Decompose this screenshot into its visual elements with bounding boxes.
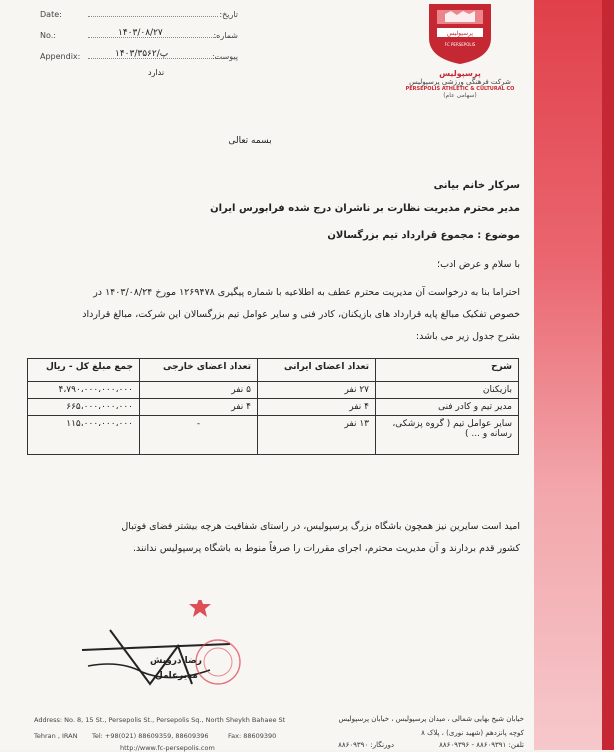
appendix-note: ندارد xyxy=(148,68,165,77)
body-line-3: بشرح جدول زیر می باشد: xyxy=(415,331,520,342)
table-header-row xyxy=(28,359,519,382)
persepolis-logo xyxy=(425,2,495,66)
footer-tel-en: Tel: +98(021) 88609359, 88609396 xyxy=(92,732,209,740)
cell-description: بازیکنان xyxy=(376,382,519,399)
recipient-name: سرکار خانم بیانی xyxy=(433,180,520,191)
number-label-fa: شماره: xyxy=(213,31,238,40)
letter-greeting: با سلام و عرض ادب؛ xyxy=(437,259,520,270)
cell-total: ۱۱۵،۰۰۰،۰۰۰،۰۰۰ xyxy=(28,416,140,455)
header-cell-iranian: تعداد اعضای ایرانی xyxy=(258,359,376,382)
cell-description: مدیر تیم و کادر فنی xyxy=(376,399,519,416)
date-label-en: Date: xyxy=(40,10,62,19)
cell-description: سایر عوامل تیم ( گروه پزشکی، رسانه و ... ) xyxy=(376,416,519,455)
closing-line-1: امید است سایرین نیز همچون باشگاه بزرگ پرسپولیس، در راستای شفافیت هرچه بیشتر فضای فوتبال xyxy=(121,521,520,532)
header-cell-description: شرح xyxy=(376,359,519,382)
footer-web-en: http://www.fc-persepolis.com xyxy=(120,744,215,752)
cell-iranian: ۱۳ نفر xyxy=(258,416,376,455)
table-row xyxy=(28,399,519,416)
logo-text-en: FC PERSEPOLIS xyxy=(444,42,476,47)
basmala: بسمه تعالی xyxy=(228,136,272,146)
date-row xyxy=(40,10,238,19)
appendix-label-en: Appendix: xyxy=(40,52,81,61)
cell-iranian: ۲۷ نفر xyxy=(258,382,376,399)
persepolis-crest-icon xyxy=(425,2,495,66)
company-name-fa: پرسپولیس xyxy=(439,69,481,78)
footer-address-en: Address: No. 8, 15 St., Persepolis St., Persepolis Sq., North Sheykh Bahaee St xyxy=(34,716,286,724)
footer-tel-fa: تلفن: ۸۸۶۰۹۳۹۱ - ۸۸۶۰۹۳۹۶ xyxy=(439,741,524,749)
appendix-label-fa: پیوست: xyxy=(211,52,238,61)
company-type-fa: (سهامی عام) xyxy=(443,92,477,99)
logo-text-fa: پرسپولیس xyxy=(446,30,474,37)
letter-subject: موضوع : مجموع قرارداد تیم بزرگسالان xyxy=(327,230,520,241)
appendix-row xyxy=(40,49,238,77)
number-label-en: No.: xyxy=(40,31,56,40)
cell-iranian: ۴ نفر xyxy=(258,399,376,416)
table-row xyxy=(28,382,519,399)
contracts-table xyxy=(27,358,519,455)
recipient-title: مدیر محترم مدیریت نظارت بر ناشران درج شده فرابورس ایران xyxy=(210,203,520,214)
footer-city-en: Tehran , IRAN xyxy=(34,732,78,740)
cell-foreign: ۵ نفر xyxy=(140,382,258,399)
signatory-name: رضا درویش xyxy=(150,656,202,666)
footer-fax-fa: دورنگار: ۸۸۶۰۹۳۹۰ xyxy=(338,741,394,749)
header-cell-foreign: تعداد اعضای خارجی xyxy=(140,359,258,382)
footer-address-fa-1: خیابان شیخ بهایی شمالی ، میدان پرسپولیس ، خیابان پرسپولیس xyxy=(338,715,524,723)
header-cell-total: جمع مبلغ کل - ریال xyxy=(28,359,140,382)
footer-fax-en: Fax: 88609390 xyxy=(228,732,277,740)
signatory-title: مدیرعامل xyxy=(155,671,198,681)
table-row xyxy=(28,416,519,455)
cell-foreign: ۴ نفر xyxy=(140,399,258,416)
appendix-value: ۱۴۰۳/پ/۳۵۶۲ xyxy=(115,49,169,59)
number-row xyxy=(40,28,238,40)
cell-total: ۴،۷۹۰،۰۰۰،۰۰۰،۰۰۰ xyxy=(28,382,140,399)
closing-line-2: کشور قدم بردارند و آن مدیریت محترم، اجرای مقررات را صرفاً منوط به باشگاه پرسپولیس ندانند. xyxy=(133,543,520,554)
company-subtitle-fa: شرکت فرهنگی ورزشی پرسپولیس xyxy=(409,78,511,86)
body-line-2: خصوص تفکیک مبالغ پایه قرارداد های بازیکنان، کادر فنی و سایر عوامل تیم بزرگسالان این شرکت، مبالغ قرارداد xyxy=(82,309,520,320)
company-name-en: PERSEPOLIS ATHLETIC & CULTURAL CO xyxy=(405,86,515,92)
cell-foreign: - xyxy=(140,416,258,455)
body-line-1: احتراما بنا به درخواست آن مدیریت محترم عطف به اطلاعیه با شماره پیگیری ۱۲۶۹۴۷۸ مورخ ۱۴۰۳/۰۸/۲۴ در xyxy=(93,287,520,298)
footer-address-fa-2: کوچه پانزدهم (شهید نوری) ، پلاک ۸ xyxy=(421,729,524,737)
company-block xyxy=(390,69,530,99)
decorative-side-stripe-edge xyxy=(602,0,614,750)
date-label-fa: تاریخ: xyxy=(219,10,238,19)
number-value: ۱۴۰۳/۰۸/۲۷ xyxy=(118,28,163,38)
cell-total: ۶۶۵،۰۰۰،۰۰۰،۰۰۰ xyxy=(28,399,140,416)
